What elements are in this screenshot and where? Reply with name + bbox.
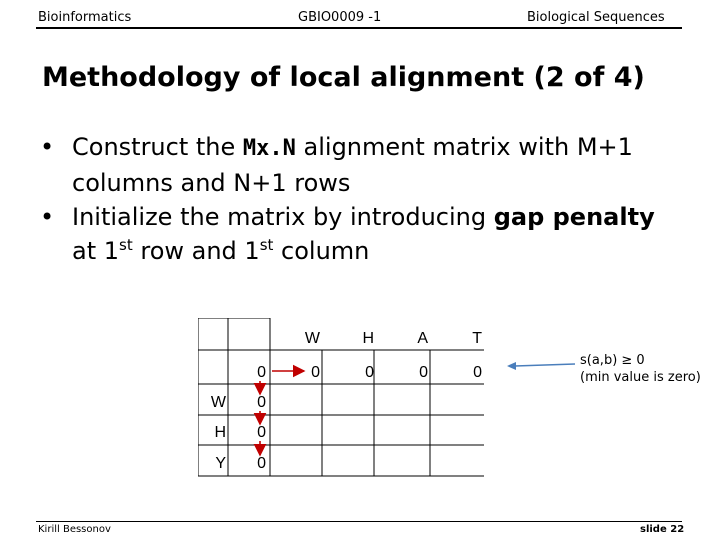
bullet2-bold: gap penalty [493, 203, 655, 231]
footer-author: Kirill Bessonov [38, 524, 111, 535]
score-note [580, 352, 701, 386]
note-line2: (min value is zero) [580, 370, 701, 385]
footer-divider [36, 521, 682, 522]
header-course: Bioinformatics [38, 10, 132, 25]
header-topic: Biological Sequences [527, 10, 665, 25]
bullet-dot-icon: • [40, 203, 55, 231]
cell-0-2: 0 [365, 364, 374, 381]
bullet1-prefix: Construct the [72, 133, 243, 161]
bullet1-line2: columns and N+1 rows [72, 169, 351, 197]
header-divider [36, 27, 682, 29]
matrix-grid [198, 318, 484, 476]
bullet-list [40, 130, 720, 268]
col-header-2: H [362, 330, 374, 347]
cell-0-1: 0 [311, 364, 320, 381]
cell-3-0: 0 [257, 455, 266, 472]
bullet2-mid: row and 1 [132, 237, 260, 265]
col-header-4: T [472, 330, 482, 347]
row-header-2: H [214, 424, 226, 441]
cell-1-0: 0 [257, 394, 266, 411]
col-header-3: A [417, 330, 428, 347]
note-line1: s(a,b) ≥ 0 [580, 353, 645, 368]
col-header-1: W [304, 330, 320, 347]
cell-0-4: 0 [473, 364, 482, 381]
header-code: GBIO0009 -1 [298, 10, 382, 25]
slide-title: Methodology of local alignment (2 of 4) [42, 62, 645, 93]
row-header-1: W [210, 394, 226, 411]
cell-0-3: 0 [419, 364, 428, 381]
footer-slide-number: slide 22 [640, 524, 685, 535]
bullet2-prefix: Initialize the matrix by introducing [72, 203, 494, 231]
bullet1-rest: alignment matrix with M+1 [295, 133, 633, 161]
cell-2-0: 0 [257, 424, 266, 441]
bullet2-sup2: st [259, 236, 274, 254]
cell-0-0: 0 [257, 364, 266, 381]
alignment-matrix [198, 318, 498, 478]
row-header-3: Y [215, 455, 226, 472]
bullet1-code: Mx.N [242, 136, 296, 161]
bullet2-sup1: st [119, 236, 133, 254]
bullet2-at: at 1 [72, 237, 120, 265]
bullet2-end: column [273, 237, 370, 265]
bullet-construct-matrix [40, 130, 720, 200]
bullet-dot-icon: • [40, 133, 55, 161]
bullet-initialize-matrix [40, 200, 720, 268]
note-arrow-icon [505, 355, 577, 375]
